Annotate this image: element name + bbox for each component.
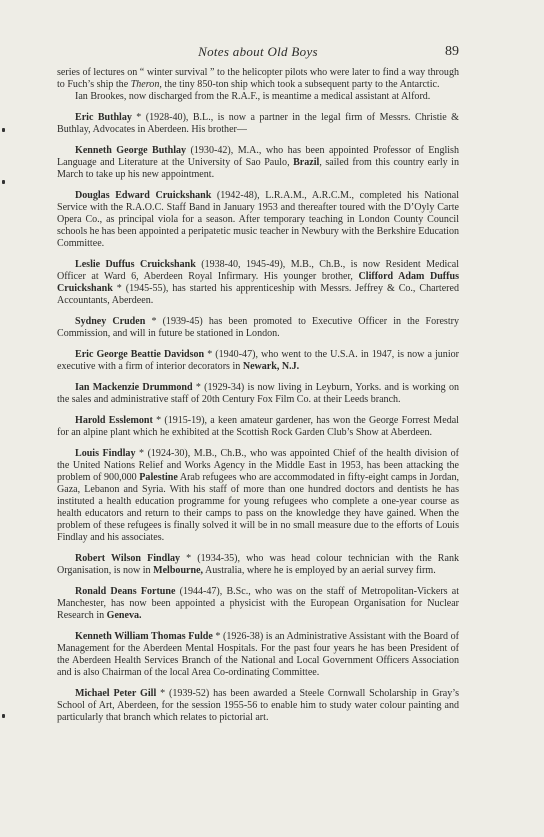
place-name: Geneva. — [106, 609, 142, 621]
continued-paragraph: series of lectures on “ winter survival ” to the helicopter pilots who were later to find a way through to Fuch’s ship the Theron, the tiny 850-ton ship which took a subsequent party to the Antarctic. — [57, 67, 459, 90]
person-name: Robert Wilson Findlay — [75, 552, 181, 564]
paragraph: Ian Brookes, now discharged from the R.A.F., is meantime a medical assistant at Alford. — [75, 90, 431, 102]
person-name: Eric Buthlay — [75, 112, 132, 124]
margin-speck — [2, 128, 5, 132]
person-name: Sydney Cruden — [75, 315, 146, 327]
margin-speck — [2, 714, 5, 718]
person-name: Kenneth William Thomas Fulde — [75, 631, 213, 642]
person-name: Michael Peter Gill — [75, 687, 157, 699]
margin-speck — [2, 180, 5, 184]
running-title: Notes about Old Boys — [198, 44, 318, 59]
old-boy-entry: Sydney Cruden * (1939-45) has been promoted to Executive Officer in the Forestry Commission, and will in future be stationed in London. — [57, 315, 460, 339]
old-boy-entry: Louis Findlay * (1924-30), M.B., Ch.B., who was appointed Chief of the health division of the United Nations Relief and Works Agency in the Middle East in 1953, has been attacking the problem of 900,000 Palestine Arab refugees who are accommodated in fifty-eight camps in Jordan, Gaza, Lebanon and Syria. With his staff of more than one hundred doctors and dentists he has instituted a health education programme for young refugees who complete a one-year course as health educators and return to their camps to pass on the knowledge they have gained. When the problem of these refugees is finally solved it will be in no small measure due to the efforts of Louis Findlay and his associates. — [57, 448, 459, 543]
person-name: Louis Findlay — [75, 448, 136, 460]
person-name: Ian Mackenzie Drummond — [75, 382, 193, 394]
person-name: Clifford Adam Duffus Cruickshank — [57, 270, 459, 294]
old-boy-entry: Douglas Edward Cruickshank (1942-48), L.R.A.M., A.R.C.M., completed his National Service with the R.A.O.C. Staff Band in January 1953 and thereafter toured with the D’Oyly Carte Opera Co., as principal viola for a season. After temporary teaching in London County Council schools he has been appointed a peripatetic music teacher in Newbury with the Berkshire Education Committee. — [57, 190, 460, 249]
body-text — [57, 67, 459, 724]
page-number: 89 — [445, 44, 459, 59]
old-boy-entry: Ronald Deans Fortune (1944-47), B.Sc., who was on the staff of Metropolitan-Vickers at Manchester, has now been appointed a physicist with the European Organisation for Nuclear Research in Geneva. — [57, 585, 459, 621]
ship-name: Theron — [130, 78, 160, 90]
place-name: Melbourne, — [153, 564, 204, 576]
place-name: Newark, N.J. — [242, 360, 300, 372]
place-name: Brazil — [293, 157, 320, 169]
person-name: Ronald Deans Fortune — [75, 585, 176, 597]
old-boy-entry: Kenneth William Thomas Fulde * (1926-38) is an Administrative Assistant with the Board of Management for the Aberdeen Mental Hospitals. For the past four years he has been President of the Aberdeen Health Services Branch of the National and Local Government Officers Association and is also Chairman of the local Area Co-ordinating Committee. — [57, 631, 459, 678]
old-boy-entry: Eric George Beattie Davidson * (1940-47), who went to the U.S.A. in 1947, is now a junior executive with a firm of interior decorators in Newark, N.J. — [57, 349, 459, 372]
old-boy-entry: Robert Wilson Findlay * (1934-35), who was head colour technician with the Rank Organisation, is now in Melbourne, Australia, where he is employed by an aerial survey firm. — [57, 552, 460, 576]
old-boy-entry: Leslie Duffus Cruickshank (1938-40, 1945-49), M.B., Ch.B., is now Resident Medical Officer at Ward 6, Aberdeen Royal Infirmary. His younger brother, Clifford Adam Duffus Cruickshank * (1945-55), has started his apprenticeship with Messrs. Jeffrey & Co., Chartered Accountants, Aberdeen. — [57, 258, 459, 306]
person-name: Douglas Edward Cruickshank — [75, 190, 212, 202]
person-name: Eric George Beattie Davidson — [75, 349, 205, 360]
old-boy-entry: Michael Peter Gill * (1939-52) has been awarded a Steele Cornwall Scholarship in Gray’s School of Art, Aberdeen, for the session 1955-56 to enable him to study water colour painting and particularly that branch which relates to pictorial art. — [57, 687, 459, 723]
person-name: Kenneth George Buthlay — [75, 145, 187, 157]
person-name: Harold Esslemont — [75, 415, 153, 427]
page-header — [57, 44, 459, 60]
old-boy-entry: Ian Mackenzie Drummond * (1929-34) is now living in Leyburn, Yorks. and is working on the sales and administrative staff of 20th Century Fox Film Co. at their Leeds branch. — [57, 382, 460, 406]
old-boy-entry: Kenneth George Buthlay (1930-42), M.A., who has been appointed Professor of English Language and Literature at the University of Sao Paulo, Brazil, sailed from this country early in March to take up his new appointment. — [57, 145, 459, 180]
person-name: Leslie Duffus Cruickshank — [75, 258, 196, 270]
place-name: Palestine — [139, 472, 178, 484]
old-boy-entry: Harold Esslemont * (1915-19), a keen amateur gardener, has won the George Forrest Medal for an alpine plant which he exhibited at the Scottish Rock Garden Club’s Show at Aberdeen. — [57, 415, 459, 439]
old-boy-entry: Eric Buthlay * (1928-40), B.L., is now a partner in the legal firm of Messrs. Christie & Buthlay, Advocates in Aberdeen. His brother— — [57, 112, 460, 135]
